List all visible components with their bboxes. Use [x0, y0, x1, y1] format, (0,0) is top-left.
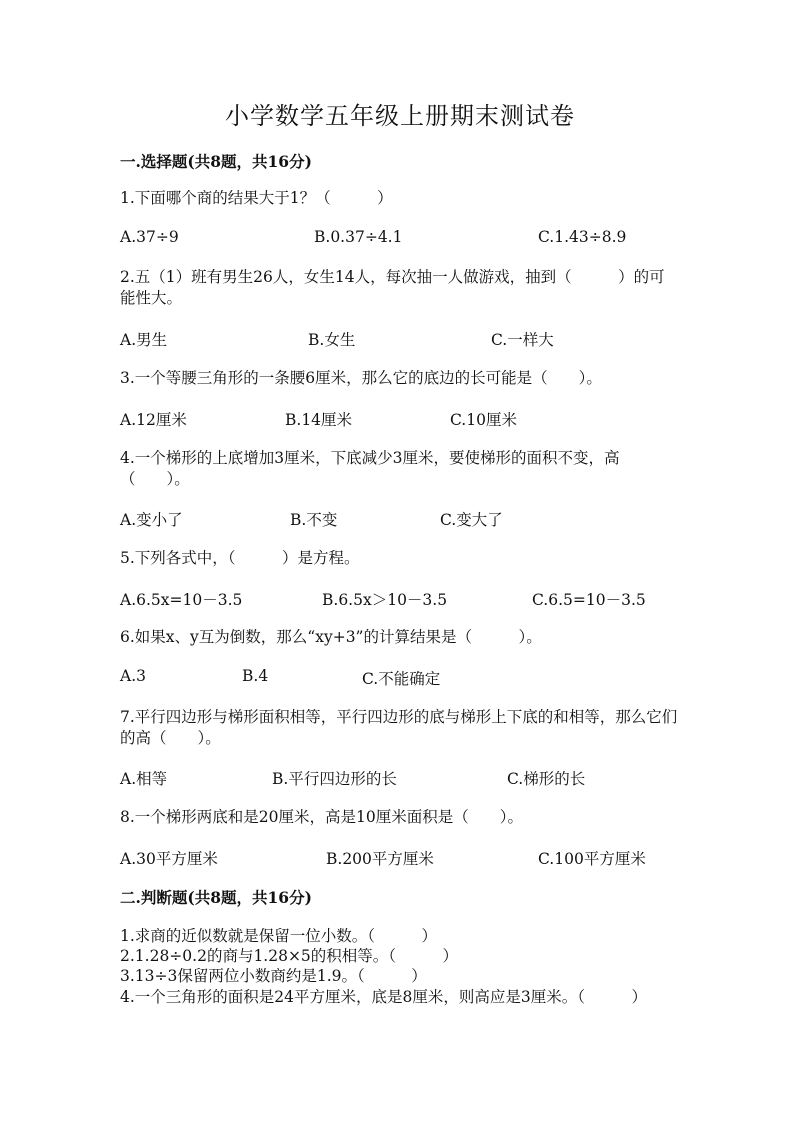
option-b: B.不变	[290, 511, 338, 529]
exam-title: 小学数学五年级上册期末测试卷	[225, 102, 575, 130]
option-b: B.平行四边形的长	[272, 770, 397, 788]
option-b: B.4	[242, 667, 269, 685]
option-a: A.相等	[120, 770, 168, 788]
judgement-item-3: 3.13÷3保留两位小数商约是1.9。（ ）	[120, 967, 427, 985]
option-c: C.不能确定	[362, 670, 441, 688]
question-3-options	[120, 408, 680, 430]
option-a: A.3	[120, 667, 146, 685]
option-c: C.变大了	[440, 511, 503, 529]
question-4: 4.一个梯形的上底增加3厘米，下底减少3厘米，要使梯形的面积不变，高（ ）。	[120, 449, 620, 488]
option-a: A.12厘米	[120, 411, 187, 429]
judgement-item-2: 2.1.28÷0.2的商与1.28×5的积相等。（ ）	[120, 947, 459, 965]
question-7-options	[120, 767, 680, 789]
option-b: B.0.37÷4.1	[314, 228, 403, 246]
option-a: A.变小了	[120, 511, 183, 529]
question-8-options	[120, 847, 680, 869]
question-1: 1.下面哪个商的结果大于1？（ ）	[120, 189, 393, 207]
question-8: 8.一个梯形两底和是20厘米，高是10厘米面积是（ ）。	[120, 808, 523, 826]
option-b: B.女生	[308, 331, 356, 349]
question-2-options	[120, 328, 680, 350]
question-1-options	[120, 228, 680, 250]
option-c: C.一样大	[491, 331, 554, 349]
question-3: 3.一个等腰三角形的一条腰6厘米，那么它的底边的长可能是（ ）。	[120, 369, 602, 387]
section-heading-multiple-choice: 一.选择题(共8题，共16分)	[120, 152, 312, 171]
option-c: C.100平方厘米	[538, 850, 646, 868]
option-a: A.37÷9	[120, 228, 179, 246]
question-2: 2.五（1）班有男生26人，女生14人，每次抽一人做游戏，抽到（ ）的可能性大。	[120, 268, 665, 307]
option-b: B.200平方厘米	[326, 850, 434, 868]
option-c: C.10厘米	[450, 411, 517, 429]
question-7: 7.平行四边形与梯形面积相等，平行四边形的底与梯形上下底的和相等，那么它们的高（ ）。	[120, 708, 678, 747]
option-a: A.30平方厘米	[120, 850, 218, 868]
option-b: B.6.5x＞10－3.5	[322, 591, 448, 609]
option-b: B.14厘米	[285, 411, 353, 429]
option-c: C.梯形的长	[507, 770, 586, 788]
question-5: 5.下列各式中，（ ）是方程。	[120, 549, 360, 567]
option-c: C.6.5=10－3.5	[532, 591, 646, 609]
section-heading-true-false: 二.判断题(共8题，共16分)	[120, 888, 312, 907]
judgement-item-4: 4.一个三角形的面积是24平方厘米，底是8厘米，则高应是3厘米。（ ）	[120, 988, 647, 1006]
option-a: A.男生	[120, 331, 168, 349]
option-a: A.6.5x=10－3.5	[120, 591, 243, 609]
question-4-options	[120, 508, 680, 530]
question-6: 6.如果x、y互为倒数，那么“xy+3”的计算结果是（ ）。	[120, 628, 542, 646]
judgement-item-1: 1.求商的近似数就是保留一位小数。（ ）	[120, 927, 438, 945]
option-c: C.1.43÷8.9	[538, 228, 627, 246]
question-6-options	[120, 667, 680, 689]
question-5-options	[120, 588, 680, 610]
